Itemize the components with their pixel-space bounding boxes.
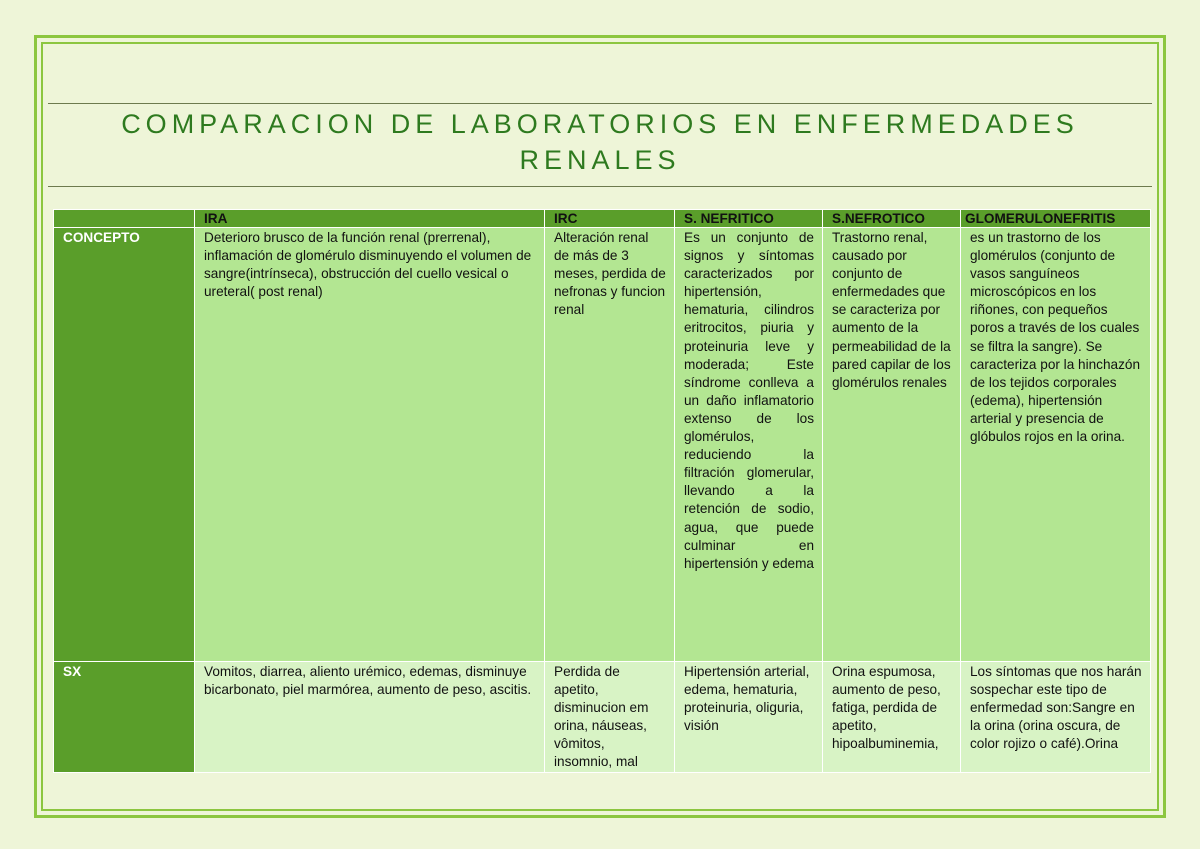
header-cell-glomerulonefritis: GLOMERULONEFRITIS	[961, 210, 1151, 228]
row-label-concepto: CONCEPTO	[54, 228, 195, 662]
cell-sx-irc: Perdida de apetito, disminucion em orina, náuseas, vômitos, insomnio, mal	[545, 662, 675, 773]
title-line-2: RENALES	[519, 145, 681, 175]
cell-concepto-ira: Deterioro brusco de la función renal (prerrenal), inflamación de glomérulo disminuyendo el volumen de sangre(intrínseca), obstrucción del cuello vesical o ureteral( post renal)	[195, 228, 545, 662]
header-cell-s-nefrotico: S.NEFROTICO	[823, 210, 961, 228]
table-row-concepto	[54, 228, 1151, 662]
cell-concepto-irc: Alteración renal de más de 3 meses, perdida de nefronas y funcion renal	[545, 228, 675, 662]
header-cell-irc: IRC	[545, 210, 675, 228]
header-cell-empty	[54, 210, 195, 228]
header-cell-s-nefritico: S. NEFRITICO	[675, 210, 823, 228]
header-cell-ira: IRA	[195, 210, 545, 228]
comparison-table	[53, 209, 1151, 773]
cell-concepto-s-nefrotico: Trastorno renal, causado por conjunto de enfermedades que se caracteriza por aumento de la permeabilidad de la pared capilar de los glomérulos renales	[823, 228, 961, 662]
cell-sx-s-nefrotico: Orina espumosa, aumento de peso, fatiga, perdida de apetito, hipoalbuminemia,	[823, 662, 961, 773]
cell-sx-ira: Vomitos, diarrea, aliento urémico, edemas, disminuye bicarbonato, piel marmórea, aumento de peso, ascitis.	[195, 662, 545, 773]
document-title	[48, 106, 1152, 178]
row-label-sx: SX	[54, 662, 195, 773]
cell-sx-glomerulonefritis: Los síntomas que nos harán sospechar este tipo de enfermedad son:Sangre en la orina (orina oscura, de color rojizo o café).Orina	[961, 662, 1151, 773]
title-bottom-rule	[48, 186, 1152, 187]
cell-concepto-glomerulonefritis: es un trastorno de los glomérulos (conjunto de vasos sanguíneos microscópicos en los riñones, con pequeños poros a través de los cuales se filtra la sangre). Se caracteriza por la hinchazón de los tejidos corporales (edema), hipertensión arterial y presencia de glóbulos rojos en la orina.	[961, 228, 1151, 662]
cell-concepto-s-nefritico: Es un conjunto de signos y síntomas caracterizados por hipertensión, hematuria, cilindros eritrocitos, piuria y proteinuria leve y moderada; Este síndrome conlleva a un daño inflamatorio extenso de los glomérulos, reduciendo la filtración glomerular, llevando a la retención de sodio, agua, que puede culminar en hipertensión y edema	[675, 228, 823, 662]
table-row-sx	[54, 662, 1151, 773]
table-header-row	[54, 210, 1151, 228]
title-top-rule	[48, 103, 1152, 104]
cell-sx-s-nefritico: Hipertensión arterial, edema, hematuria, proteinuria, oliguria, visión	[675, 662, 823, 773]
title-line-1: COMPARACION DE LABORATORIOS EN ENFERMEDADES	[121, 109, 1079, 139]
